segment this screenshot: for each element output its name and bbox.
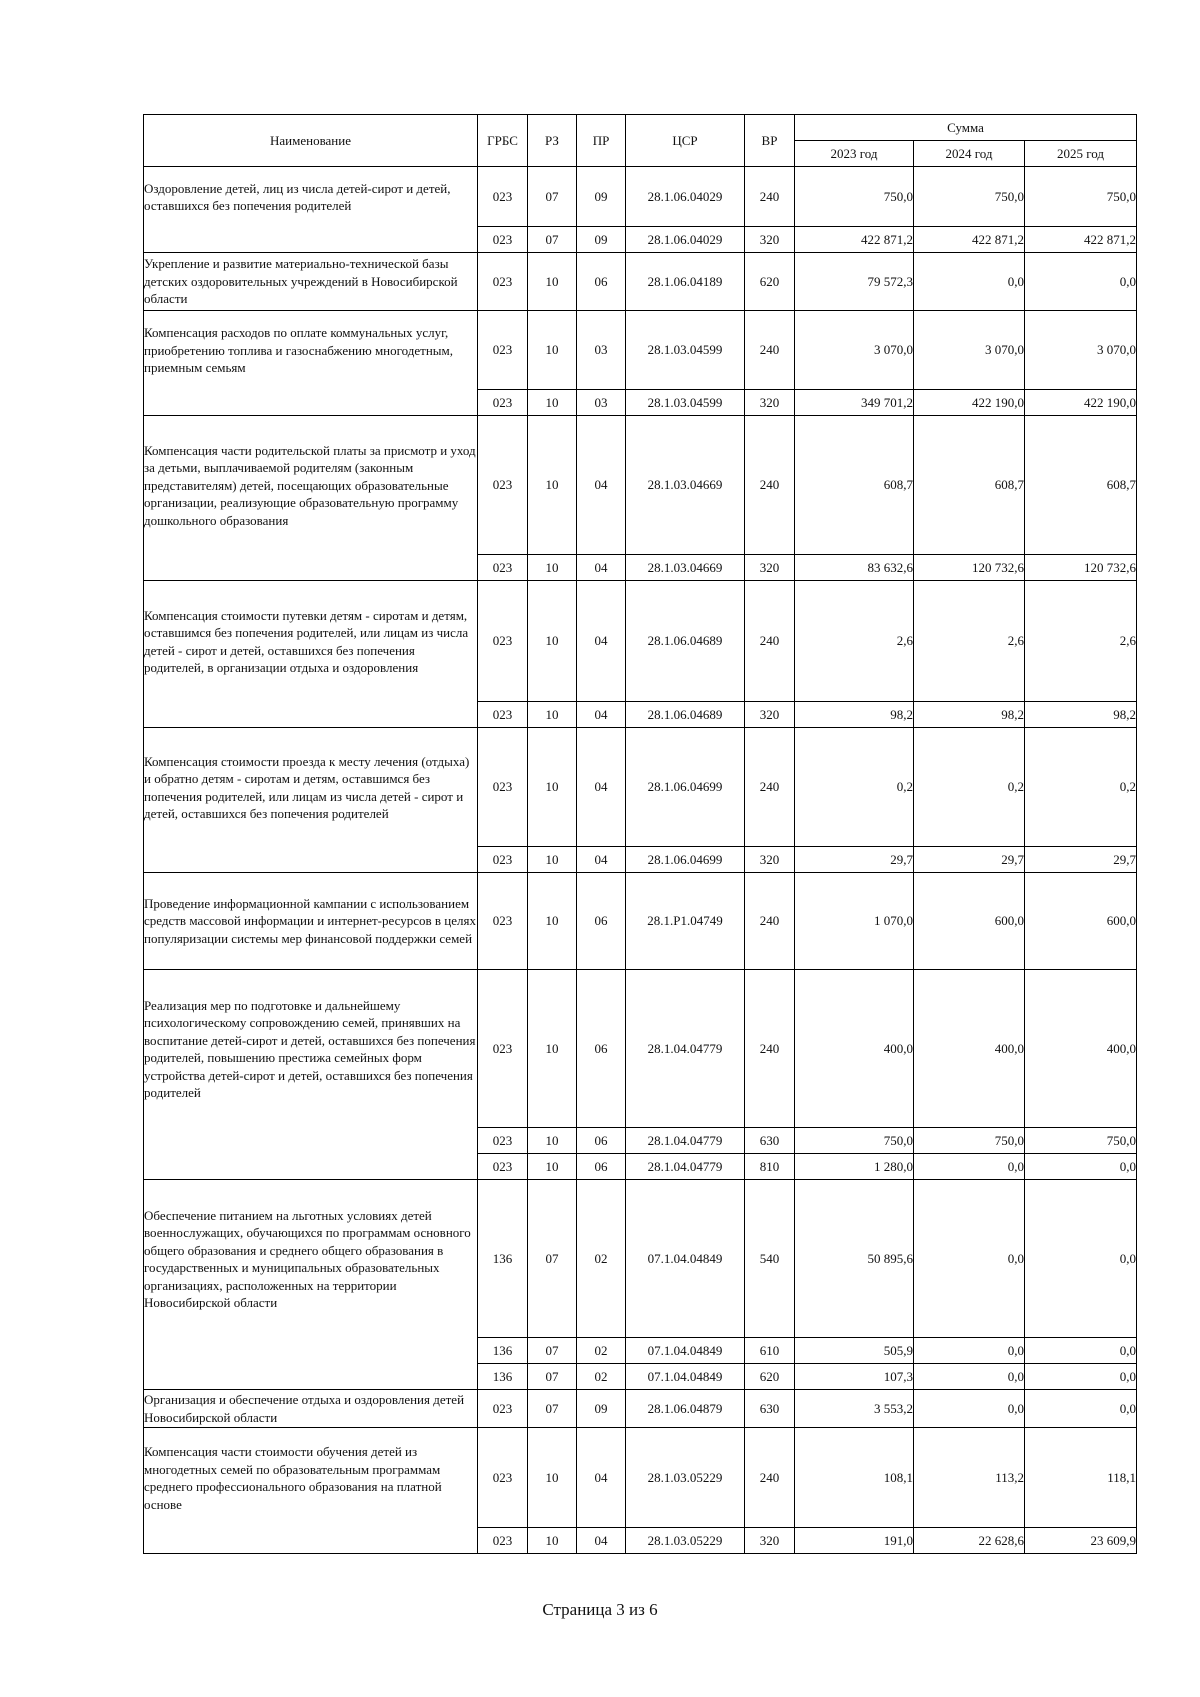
cell-vr: 320 (745, 555, 795, 581)
table-row (144, 416, 1137, 555)
cell-y2023: 3 553,2 (795, 1390, 914, 1428)
header-year-2024: 2024 год (914, 141, 1025, 167)
cell-y2025: 0,0 (1025, 1390, 1137, 1428)
cell-grbs: 023 (478, 873, 528, 970)
cell-grbs: 023 (478, 167, 528, 227)
cell-csr: 28.1.03.05229 (626, 1428, 745, 1528)
cell-pr: 09 (577, 1390, 626, 1428)
cell-pr: 06 (577, 873, 626, 970)
cell-grbs: 023 (478, 253, 528, 311)
cell-pr: 06 (577, 970, 626, 1128)
budget-table (143, 114, 1137, 1554)
cell-vr: 540 (745, 1180, 795, 1338)
cell-y2025: 422 871,2 (1025, 227, 1137, 253)
cell-grbs: 023 (478, 728, 528, 847)
cell-rz: 10 (528, 1154, 577, 1180)
header-sum: Сумма (795, 115, 1137, 141)
cell-y2024: 0,0 (914, 1390, 1025, 1428)
cell-y2023: 422 871,2 (795, 227, 914, 253)
cell-vr: 320 (745, 702, 795, 728)
cell-vr: 630 (745, 1390, 795, 1428)
cell-vr: 630 (745, 1128, 795, 1154)
cell-vr: 620 (745, 253, 795, 311)
table-row (144, 581, 1137, 702)
cell-vr: 240 (745, 581, 795, 702)
table-row (144, 167, 1137, 227)
cell-grbs: 023 (478, 555, 528, 581)
cell-y2023: 191,0 (795, 1528, 914, 1554)
cell-rz: 10 (528, 847, 577, 873)
cell-csr: 28.1.04.04779 (626, 1128, 745, 1154)
cell-y2025: 118,1 (1025, 1428, 1137, 1528)
cell-y2024: 22 628,6 (914, 1528, 1025, 1554)
item-name: Компенсация стоимости проезда к месту лечения (отдыха) и обратно детям - сиротам и детям, оставшимся без попечения родителей, или лицам из числа детей - сирот и детей, оставшихся без попечения родителей (144, 728, 478, 873)
cell-y2024: 0,0 (914, 1338, 1025, 1364)
cell-rz: 10 (528, 970, 577, 1128)
cell-y2024: 600,0 (914, 873, 1025, 970)
cell-y2024: 422 871,2 (914, 227, 1025, 253)
header-vr: ВР (745, 115, 795, 167)
header-rz: РЗ (528, 115, 577, 167)
table-body (144, 167, 1137, 1554)
cell-vr: 240 (745, 728, 795, 847)
cell-grbs: 023 (478, 1528, 528, 1554)
cell-vr: 320 (745, 227, 795, 253)
cell-y2023: 750,0 (795, 167, 914, 227)
cell-pr: 03 (577, 390, 626, 416)
cell-y2025: 422 190,0 (1025, 390, 1137, 416)
item-name: Реализация мер по подготовке и дальнейшему психологическому сопровождению семей, принявших на воспитание детей-сирот и детей, оставшихся без попечения родителей, повышению престижа семейных форм устройства детей-сирот и детей, оставшихся без попечения родителей (144, 970, 478, 1180)
cell-vr: 240 (745, 311, 795, 390)
cell-y2024: 608,7 (914, 416, 1025, 555)
header-csr: ЦСР (626, 115, 745, 167)
cell-y2023: 349 701,2 (795, 390, 914, 416)
cell-grbs: 023 (478, 1428, 528, 1528)
table-row (144, 1180, 1137, 1338)
cell-pr: 02 (577, 1338, 626, 1364)
item-name: Обеспечение питанием на льготных условиях детей военнослужащих, обучающихся по программам основного общего образования и среднего общего образования в государственных и муниципальных образовательных организациях, расположенных на территории Новосибирской области (144, 1180, 478, 1390)
cell-y2025: 98,2 (1025, 702, 1137, 728)
table-row (144, 728, 1137, 847)
cell-pr: 04 (577, 728, 626, 847)
cell-y2025: 0,0 (1025, 1180, 1137, 1338)
cell-grbs: 023 (478, 847, 528, 873)
cell-y2025: 0,2 (1025, 728, 1137, 847)
table-row (144, 311, 1137, 390)
cell-csr: 28.1.06.04689 (626, 702, 745, 728)
cell-csr: 28.1.04.04779 (626, 1154, 745, 1180)
cell-rz: 10 (528, 311, 577, 390)
cell-csr: 28.1.06.04879 (626, 1390, 745, 1428)
cell-y2023: 79 572,3 (795, 253, 914, 311)
cell-y2024: 0,0 (914, 253, 1025, 311)
cell-y2023: 107,3 (795, 1364, 914, 1390)
cell-pr: 06 (577, 1128, 626, 1154)
cell-y2024: 0,0 (914, 1364, 1025, 1390)
cell-rz: 07 (528, 227, 577, 253)
table-header (144, 115, 1137, 167)
cell-y2023: 505,9 (795, 1338, 914, 1364)
item-name: Проведение информационной кампании с использованием средств массовой информации и интернет-ресурсов в целях популяризации системы мер финансовой поддержки семей (144, 873, 478, 970)
cell-csr: 28.1.03.04669 (626, 555, 745, 581)
cell-csr: 28.1.03.04669 (626, 416, 745, 555)
cell-y2025: 608,7 (1025, 416, 1137, 555)
cell-y2025: 0,0 (1025, 253, 1137, 311)
cell-y2025: 750,0 (1025, 1128, 1137, 1154)
cell-vr: 240 (745, 167, 795, 227)
cell-y2024: 750,0 (914, 1128, 1025, 1154)
cell-csr: 07.1.04.04849 (626, 1180, 745, 1338)
cell-y2023: 29,7 (795, 847, 914, 873)
cell-csr: 28.1.06.04689 (626, 581, 745, 702)
cell-y2025: 0,0 (1025, 1154, 1137, 1180)
cell-y2023: 1 070,0 (795, 873, 914, 970)
cell-rz: 10 (528, 555, 577, 581)
cell-pr: 03 (577, 311, 626, 390)
cell-y2023: 108,1 (795, 1428, 914, 1528)
cell-rz: 10 (528, 581, 577, 702)
cell-y2024: 0,0 (914, 1180, 1025, 1338)
cell-rz: 10 (528, 253, 577, 311)
cell-rz: 10 (528, 416, 577, 555)
cell-grbs: 023 (478, 311, 528, 390)
cell-y2023: 608,7 (795, 416, 914, 555)
cell-csr: 28.1.06.04699 (626, 847, 745, 873)
cell-y2023: 83 632,6 (795, 555, 914, 581)
cell-y2023: 400,0 (795, 970, 914, 1128)
cell-rz: 07 (528, 167, 577, 227)
cell-grbs: 136 (478, 1338, 528, 1364)
cell-y2025: 400,0 (1025, 970, 1137, 1128)
table-row (144, 970, 1137, 1128)
item-name: Компенсация части родительской платы за присмотр и уход за детьми, выплачиваемой родителям (законным представителям) детей, посещающих образовательные организации, реализующие образовательную программу дошкольного образования (144, 416, 478, 581)
table-row (144, 1390, 1137, 1428)
cell-y2023: 3 070,0 (795, 311, 914, 390)
cell-y2025: 600,0 (1025, 873, 1137, 970)
cell-pr: 04 (577, 1428, 626, 1528)
cell-y2024: 120 732,6 (914, 555, 1025, 581)
cell-y2024: 400,0 (914, 970, 1025, 1128)
cell-csr: 28.1.06.04189 (626, 253, 745, 311)
cell-grbs: 023 (478, 390, 528, 416)
cell-y2023: 1 280,0 (795, 1154, 914, 1180)
cell-grbs: 023 (478, 1154, 528, 1180)
header-name: Наименование (144, 115, 478, 167)
cell-rz: 10 (528, 1528, 577, 1554)
cell-y2024: 98,2 (914, 702, 1025, 728)
cell-vr: 320 (745, 847, 795, 873)
cell-vr: 240 (745, 873, 795, 970)
cell-y2023: 50 895,6 (795, 1180, 914, 1338)
cell-csr: 28.1.06.04029 (626, 227, 745, 253)
cell-y2025: 0,0 (1025, 1338, 1137, 1364)
cell-vr: 620 (745, 1364, 795, 1390)
cell-y2024: 3 070,0 (914, 311, 1025, 390)
cell-pr: 04 (577, 702, 626, 728)
cell-rz: 10 (528, 873, 577, 970)
cell-y2024: 750,0 (914, 167, 1025, 227)
cell-rz: 10 (528, 728, 577, 847)
item-name: Компенсация расходов по оплате коммунальных услуг, приобретению топлива и газоснабжению многодетным, приемным семьям (144, 311, 478, 416)
cell-pr: 04 (577, 847, 626, 873)
cell-y2023: 2,6 (795, 581, 914, 702)
header-year-2023: 2023 год (795, 141, 914, 167)
cell-csr: 28.1.03.04599 (626, 390, 745, 416)
cell-y2025: 0,0 (1025, 1364, 1137, 1390)
cell-grbs: 023 (478, 702, 528, 728)
cell-pr: 04 (577, 416, 626, 555)
cell-y2025: 2,6 (1025, 581, 1137, 702)
cell-grbs: 023 (478, 1128, 528, 1154)
cell-pr: 06 (577, 253, 626, 311)
cell-csr: 28.1.03.05229 (626, 1528, 745, 1554)
cell-vr: 810 (745, 1154, 795, 1180)
cell-y2024: 0,2 (914, 728, 1025, 847)
table-row (144, 1428, 1137, 1528)
cell-grbs: 023 (478, 970, 528, 1128)
item-name: Компенсация стоимости путевки детям - сиротам и детям, оставшимся без попечения родителей, или лицам из числа детей - сирот и детей, оставшихся без попечения родителей, в организации отдыха и оздоровления (144, 581, 478, 728)
cell-rz: 10 (528, 1428, 577, 1528)
cell-rz: 07 (528, 1338, 577, 1364)
cell-y2025: 23 609,9 (1025, 1528, 1137, 1554)
cell-csr: 07.1.04.04849 (626, 1364, 745, 1390)
table-row (144, 873, 1137, 970)
cell-y2024: 29,7 (914, 847, 1025, 873)
cell-pr: 09 (577, 227, 626, 253)
page-number: Страница 3 из 6 (542, 1600, 658, 1619)
cell-rz: 10 (528, 702, 577, 728)
cell-csr: 28.1.P1.04749 (626, 873, 745, 970)
cell-y2025: 750,0 (1025, 167, 1137, 227)
cell-y2023: 98,2 (795, 702, 914, 728)
cell-vr: 240 (745, 1428, 795, 1528)
cell-grbs: 023 (478, 581, 528, 702)
cell-pr: 04 (577, 555, 626, 581)
item-name: Укрепление и развитие материально-технической базы детских оздоровительных учреждений в Новосибирской области (144, 253, 478, 311)
cell-pr: 02 (577, 1180, 626, 1338)
cell-pr: 09 (577, 167, 626, 227)
cell-pr: 04 (577, 1528, 626, 1554)
cell-vr: 320 (745, 390, 795, 416)
cell-csr: 28.1.06.04029 (626, 167, 745, 227)
cell-vr: 610 (745, 1338, 795, 1364)
cell-pr: 04 (577, 581, 626, 702)
cell-rz: 07 (528, 1364, 577, 1390)
cell-y2025: 29,7 (1025, 847, 1137, 873)
item-name: Компенсация части стоимости обучения детей из многодетных семей по образовательным программам среднего профессионального образования на платной основе (144, 1428, 478, 1554)
cell-grbs: 136 (478, 1364, 528, 1390)
cell-grbs: 023 (478, 416, 528, 555)
cell-y2025: 120 732,6 (1025, 555, 1137, 581)
cell-y2024: 113,2 (914, 1428, 1025, 1528)
cell-rz: 10 (528, 390, 577, 416)
cell-y2023: 0,2 (795, 728, 914, 847)
cell-rz: 07 (528, 1180, 577, 1338)
cell-rz: 07 (528, 1390, 577, 1428)
cell-y2024: 422 190,0 (914, 390, 1025, 416)
cell-vr: 240 (745, 416, 795, 555)
cell-vr: 320 (745, 1528, 795, 1554)
header-pr: ПР (577, 115, 626, 167)
header-year-2025: 2025 год (1025, 141, 1137, 167)
table-row (144, 253, 1137, 311)
cell-grbs: 136 (478, 1180, 528, 1338)
cell-grbs: 023 (478, 227, 528, 253)
cell-csr: 28.1.04.04779 (626, 970, 745, 1128)
item-name: Организация и обеспечение отдыха и оздоровления детей Новосибирской области (144, 1390, 478, 1428)
cell-vr: 240 (745, 970, 795, 1128)
item-name: Оздоровление детей, лиц из числа детей-сирот и детей, оставшихся без попечения родителей (144, 167, 478, 253)
cell-rz: 10 (528, 1128, 577, 1154)
cell-pr: 02 (577, 1364, 626, 1390)
cell-grbs: 023 (478, 1390, 528, 1428)
cell-y2024: 2,6 (914, 581, 1025, 702)
cell-y2024: 0,0 (914, 1154, 1025, 1180)
cell-y2023: 750,0 (795, 1128, 914, 1154)
cell-y2025: 3 070,0 (1025, 311, 1137, 390)
cell-pr: 06 (577, 1154, 626, 1180)
cell-csr: 07.1.04.04849 (626, 1338, 745, 1364)
header-grbs: ГРБС (478, 115, 528, 167)
cell-csr: 28.1.03.04599 (626, 311, 745, 390)
cell-csr: 28.1.06.04699 (626, 728, 745, 847)
